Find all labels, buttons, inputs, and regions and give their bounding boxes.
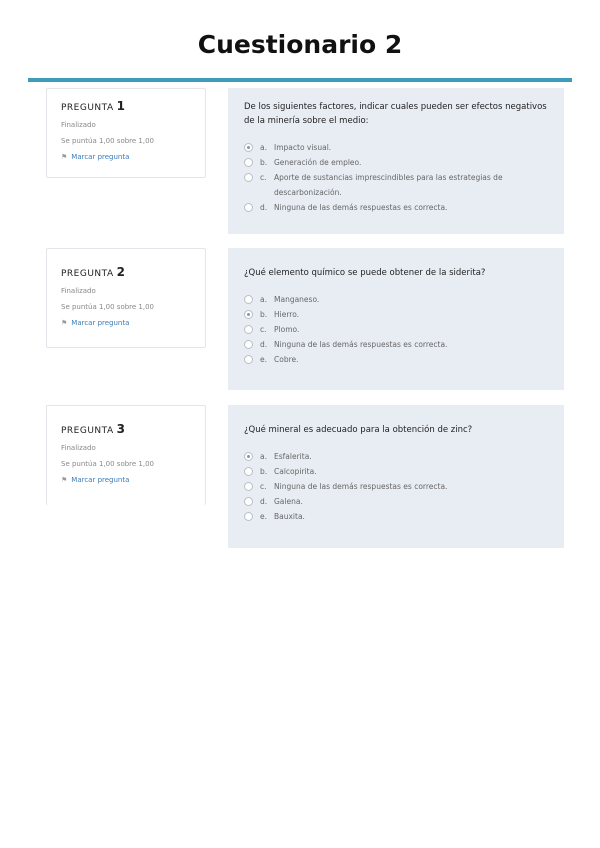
radio-button[interactable]: [244, 158, 253, 167]
flag-label: Marcar pregunta: [71, 476, 130, 484]
option-text: Calcopirita.: [274, 467, 317, 476]
radio-button[interactable]: [244, 452, 253, 461]
option-text: Ninguna de las demás respuestas es correcta.: [274, 203, 448, 212]
radio-button[interactable]: [244, 340, 253, 349]
answer-option[interactable]: [244, 170, 548, 200]
option-text: Ninguna de las demás respuestas es correcta.: [274, 482, 448, 491]
question-number-value: 1: [116, 99, 126, 113]
question-content: [228, 248, 564, 390]
question-number-value: 2: [116, 265, 126, 279]
answer-option[interactable]: [244, 307, 548, 322]
question-text: ¿Qué elemento químico se puede obtener de la siderita?: [244, 268, 486, 278]
option-letter: b.: [260, 158, 268, 167]
question-text: De los siguientes factores, indicar cuales pueden ser efectos negativos de la minería sobre el medio:: [244, 102, 547, 126]
option-text: Hierro.: [274, 310, 300, 319]
question-number: [61, 422, 191, 436]
question-label: PREGUNTA: [61, 269, 114, 279]
option-letter: e.: [260, 512, 267, 521]
option-letter: c.: [260, 325, 267, 334]
answer-option[interactable]: [244, 352, 548, 367]
radio-button[interactable]: [244, 203, 253, 212]
answer-option[interactable]: [244, 464, 548, 479]
option-text: Aporte de sustancias imprescindibles para las estrategias de descarbonización.: [274, 173, 503, 197]
radio-button[interactable]: [244, 173, 253, 182]
answer-option[interactable]: [244, 200, 548, 215]
question-info-panel: [46, 405, 206, 505]
question-info-panel: [46, 88, 206, 178]
radio-button[interactable]: [244, 355, 253, 364]
question-number: [61, 265, 191, 279]
option-text: Impacto visual.: [274, 143, 332, 152]
option-letter: d.: [260, 203, 268, 212]
question-state: Finalizado: [61, 121, 96, 129]
flag-question-link[interactable]: [61, 476, 191, 484]
question-state: Finalizado: [61, 444, 96, 452]
option-text: Galena.: [274, 497, 303, 506]
answer-option[interactable]: [244, 509, 548, 524]
question-grade: Se puntúa 1,00 sobre 1,00: [61, 303, 155, 311]
flag-icon: ⚑: [61, 476, 68, 484]
answer-option[interactable]: [244, 479, 548, 494]
option-letter: c.: [260, 482, 267, 491]
radio-button[interactable]: [244, 310, 253, 319]
question-content: [228, 405, 564, 548]
option-text: Manganeso.: [274, 295, 320, 304]
answer-option[interactable]: [244, 292, 548, 307]
question-info-panel: [46, 248, 206, 348]
question-number: [61, 99, 191, 113]
radio-button[interactable]: [244, 467, 253, 476]
question-number-value: 3: [116, 422, 126, 436]
option-letter: d.: [260, 340, 268, 349]
option-letter: e.: [260, 355, 267, 364]
option-letter: c.: [260, 173, 267, 182]
flag-label: Marcar pregunta: [71, 319, 130, 327]
radio-button[interactable]: [244, 325, 253, 334]
option-letter: d.: [260, 497, 268, 506]
header-divider: [28, 78, 572, 82]
flag-label: Marcar pregunta: [71, 153, 130, 161]
option-text: Esfalerita.: [274, 452, 312, 461]
answer-option[interactable]: [244, 322, 548, 337]
option-text: Ninguna de las demás respuestas es correcta.: [274, 340, 448, 349]
flag-icon: ⚑: [61, 153, 68, 161]
option-letter: a.: [260, 295, 267, 304]
option-letter: b.: [260, 310, 268, 319]
option-letter: a.: [260, 143, 267, 152]
answer-option[interactable]: [244, 449, 548, 464]
question-grade: Se puntúa 1,00 sobre 1,00: [61, 460, 155, 468]
question-label: PREGUNTA: [61, 426, 114, 436]
question-label: PREGUNTA: [61, 103, 114, 113]
page-title: Cuestionario 2: [197, 30, 403, 59]
radio-button[interactable]: [244, 497, 253, 506]
radio-button[interactable]: [244, 143, 253, 152]
radio-button[interactable]: [244, 295, 253, 304]
flag-question-link[interactable]: [61, 153, 191, 161]
answer-option[interactable]: [244, 337, 548, 352]
answer-option[interactable]: [244, 155, 548, 170]
radio-button[interactable]: [244, 512, 253, 521]
question-content: [228, 88, 564, 234]
answer-option[interactable]: [244, 140, 548, 155]
question-state: Finalizado: [61, 287, 96, 295]
answer-option[interactable]: [244, 494, 548, 509]
flag-question-link[interactable]: [61, 319, 191, 327]
option-text: Bauxita.: [274, 512, 305, 521]
option-text: Generación de empleo.: [274, 158, 362, 167]
option-text: Cobre.: [274, 355, 299, 364]
radio-button[interactable]: [244, 482, 253, 491]
question-text: ¿Qué mineral es adecuado para la obtención de zinc?: [244, 425, 473, 435]
option-text: Plomo.: [274, 325, 300, 334]
option-letter: b.: [260, 467, 268, 476]
flag-icon: ⚑: [61, 319, 68, 327]
question-grade: Se puntúa 1,00 sobre 1,00: [61, 137, 155, 145]
option-letter: a.: [260, 452, 267, 461]
